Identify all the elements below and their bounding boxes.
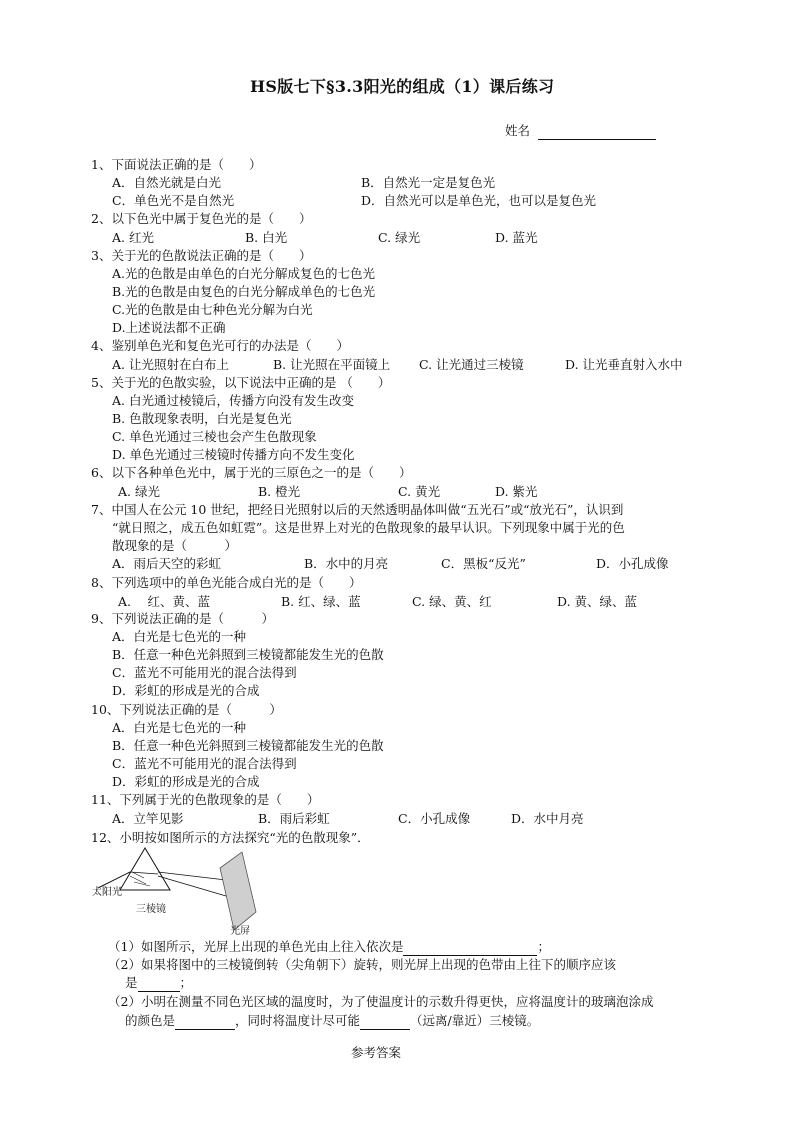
q1-option-a: A．自然光就是白光 bbox=[112, 175, 222, 190]
sub-question-3-mid: ，同时将温度计尽可能 bbox=[235, 1013, 361, 1028]
q5-option-c: C. 单色光通过三棱也会产生色散现象 bbox=[112, 429, 317, 444]
q1-option-b: B．自然光一定是复色光 bbox=[361, 175, 496, 190]
q6-option-d: D. 紫光 bbox=[495, 484, 538, 499]
question-1: 1、下面说法正确的是（ ） bbox=[91, 157, 262, 172]
screen-shape bbox=[220, 852, 256, 930]
q4-option-b: B. 让光照在平面镜上 bbox=[273, 357, 391, 372]
q10-option-c: C．蓝光不可能用光的混合法得到 bbox=[112, 756, 297, 771]
answer-blank-2[interactable] bbox=[138, 978, 180, 992]
sub-question-1-text: （1）如图所示，光屏上出现的单色光由上往入依次是 bbox=[108, 939, 404, 954]
sub-question-3-line-2 bbox=[125, 1012, 539, 1030]
q9-option-b: B．任意一种色光斜照到三棱镜都能发生光的色散 bbox=[112, 647, 384, 662]
sub-question-2-line-2 bbox=[125, 974, 192, 992]
q9-option-d: D．彩虹的形成是光的合成 bbox=[112, 683, 260, 698]
q4-option-d: D. 让光垂直射入水中 bbox=[565, 357, 683, 372]
question-7: 7、中国人在公元 10 世纪，把经日光照射以后的天然透明晶体叫做“五光石”或“放光石”，认识到 bbox=[91, 502, 624, 517]
question-8: 8、下列选项中的单色光能合成白光的是（ ） bbox=[91, 575, 362, 590]
q8-option-a: A. 红、黄、蓝 bbox=[118, 594, 210, 609]
question-12: 12、小明按如图所示的方法探究“光的色散现象”． bbox=[91, 830, 370, 845]
screen-label: 光屏 bbox=[230, 926, 250, 936]
q5-option-a: A. 白光通过棱镜后，传播方向没有发生改变 bbox=[112, 393, 354, 408]
name-label: 姓名 bbox=[505, 123, 531, 138]
question-7-line-2: “就日照之，成五色如虹霓”。这是世界上对光的色散现象的最早认识。下列现象中属于光的色 bbox=[112, 520, 625, 535]
sub-question-3-end: （远离/靠近）三棱镜。 bbox=[410, 1013, 540, 1028]
name-field bbox=[505, 122, 656, 140]
q10-option-d: D．彩虹的形成是光的合成 bbox=[112, 774, 260, 789]
q3-option-b: B.光的色散是由复色的白光分解成单色的七色光 bbox=[112, 284, 376, 299]
sub-question-1 bbox=[108, 938, 550, 956]
q7-option-d: D．小孔成像 bbox=[596, 556, 669, 571]
question-7-line-3: 散现象的是（ ） bbox=[112, 538, 238, 553]
prism-hatch-3 bbox=[134, 882, 150, 886]
q6-option-b: B. 橙光 bbox=[258, 484, 301, 499]
question-3: 3、关于光的色散说法正确的是（ ） bbox=[91, 248, 312, 263]
question-11: 11、下列属于光的色散现象的是（ ） bbox=[91, 792, 320, 807]
question-9: 9、下列说法正确的是（ ） bbox=[91, 611, 274, 626]
answer-blank-4[interactable] bbox=[360, 1016, 410, 1030]
q7-option-b: B．水中的月亮 bbox=[304, 556, 389, 571]
q11-option-c: C．小孔成像 bbox=[398, 811, 471, 826]
q11-option-d: D．水中月亮 bbox=[511, 811, 584, 826]
answer-blank-1[interactable] bbox=[403, 942, 537, 956]
sub-question-1-end: ； bbox=[537, 939, 550, 954]
sub-question-2-end: ； bbox=[179, 975, 193, 990]
footer-answer-key: 参考答案 bbox=[351, 1045, 402, 1060]
q7-option-c: C．黑板“反光” bbox=[441, 556, 526, 571]
q6-option-a: A. 绿光 bbox=[118, 484, 160, 499]
q7-option-a: A．雨后天空的彩虹 bbox=[112, 556, 222, 571]
incident-ray bbox=[98, 872, 130, 888]
q5-option-b: B. 色散现象表明，白光是复色光 bbox=[112, 411, 292, 426]
q10-option-a: A．白光是七色光的一种 bbox=[112, 720, 247, 735]
q2-option-a: A. 红光 bbox=[112, 230, 154, 245]
q2-option-b: B. 白光 bbox=[245, 230, 288, 245]
sub-question-2-word: 是 bbox=[125, 975, 138, 990]
q3-option-c: C.光的色散是由七种色光分解为白光 bbox=[112, 302, 313, 317]
question-5: 5、关于光的色散实验，以下说法中正确的是 （ ） bbox=[91, 375, 391, 390]
q9-option-a: A．白光是七色光的一种 bbox=[112, 629, 247, 644]
q1-option-d: D．自然光可以是单色光，也可以是复色光 bbox=[361, 193, 597, 208]
q5-option-d: D. 单色光通过三棱镜时传播方向不发生变化 bbox=[112, 447, 355, 462]
sub-question-3-word: 的颜色是 bbox=[125, 1013, 176, 1028]
prism-diagram bbox=[86, 846, 276, 936]
sunlight-label: 太阳光 bbox=[92, 887, 122, 898]
q10-option-b: B．任意一种色光斜照到三棱镜都能发生光的色散 bbox=[112, 738, 384, 753]
q4-option-c: C. 让光通过三棱镜 bbox=[419, 357, 524, 372]
answer-blank-3[interactable] bbox=[175, 1016, 235, 1030]
question-6: 6、以下各种单色光中，属于光的三原色之一的是（ ） bbox=[91, 465, 412, 480]
q3-option-d: D.上述说法都不正确 bbox=[112, 320, 226, 335]
prism-label: 三棱镜 bbox=[136, 904, 166, 915]
q11-option-a: A．立竿见影 bbox=[112, 811, 184, 826]
q11-option-b: B．雨后彩虹 bbox=[258, 811, 330, 826]
q8-option-d: D. 黄、绿、蓝 bbox=[557, 594, 638, 609]
page-title: HS版七下§3.3阳光的组成（1）课后练习 bbox=[250, 77, 555, 96]
question-4: 4、鉴别单色光和复色光可行的办法是（ ） bbox=[91, 338, 349, 353]
name-blank[interactable] bbox=[538, 125, 656, 140]
q8-option-c: C. 绿、黄、红 bbox=[412, 594, 492, 609]
sub-question-2: （2）如果将图中的三棱镜倒转（尖角朝下）旋转，则光屏上出现的色带由上往下的顺序应该 bbox=[108, 957, 616, 972]
q1-option-c: C．单色光不是自然光 bbox=[112, 193, 235, 208]
q8-option-b: B. 红、绿、蓝 bbox=[281, 594, 361, 609]
q6-option-c: C. 黄光 bbox=[398, 484, 441, 499]
question-10: 10、下列说法正确的是（ ） bbox=[91, 702, 282, 717]
q4-option-a: A. 让光照射在白布上 bbox=[112, 357, 229, 372]
q2-option-d: D. 蓝光 bbox=[495, 230, 538, 245]
q3-option-a: A.光的色散是由单色的白光分解成复色的七色光 bbox=[112, 266, 376, 281]
question-2: 2、以下色光中属于复色光的是（ ） bbox=[91, 211, 312, 226]
sub-question-3: （2）小明在测量不同色光区域的温度时，为了使温度计的示数升得更快，应将温度计的玻璃泡涂成 bbox=[108, 994, 654, 1009]
q9-option-c: C．蓝光不可能用光的混合法得到 bbox=[112, 665, 297, 680]
q2-option-c: C. 绿光 bbox=[378, 230, 421, 245]
